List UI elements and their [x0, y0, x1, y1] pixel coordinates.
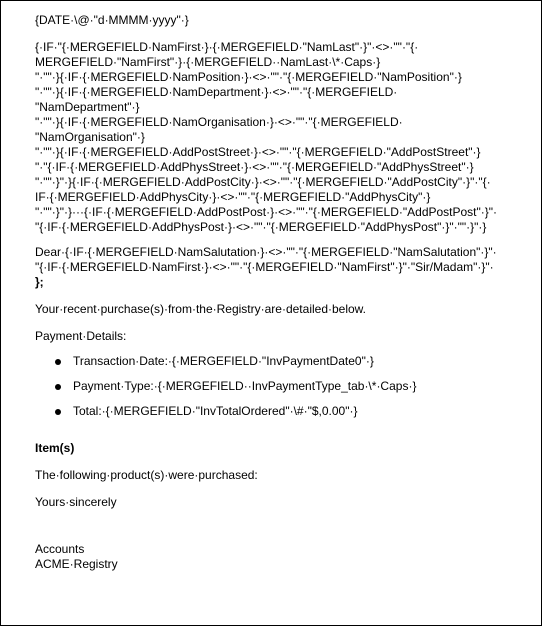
address-line: {·IF·"{·MERGEFIELD·NamFirst·}·{·MERGEFIELD·"NamLast"·}"·<>·""·"{· — [35, 40, 419, 54]
list-item[interactable] — [35, 404, 525, 419]
transaction-date-field: Transaction·Date:·{·MERGEFIELD·"InvPaymentDate0"·} — [73, 354, 374, 368]
salutation-block[interactable] — [35, 245, 525, 290]
address-line: MERGEFIELD·"NamFirst"·}·{·MERGEFIELD··NamLast·\*·Caps·} — [35, 55, 381, 69]
address-line: "·""·}"·}···{·IF·{·MERGEFIELD·AddPostPost·}·<>·""·"{·MERGEFIELD·"AddPostPost"·}"· — [35, 205, 498, 219]
payment-type-field: Payment·Type:·{·MERGEFIELD··InvPaymentType_tab·\*·Caps·} — [73, 379, 417, 393]
address-line: "NamDepartment"·} — [35, 100, 140, 114]
list-item[interactable] — [35, 354, 525, 369]
payment-details-list — [35, 354, 525, 419]
address-line: IF·{·MERGEFIELD·AddPhysCity·}·<>·""·"{·MERGEFIELD·"AddPhysCity"·} — [35, 190, 431, 204]
address-line: "·"{·IF·{·MERGEFIELD·AddPhysStreet·}·<>·""·"{·MERGEFIELD·"AddPhysStreet"·} — [35, 160, 474, 174]
address-line: "NamOrganisation"·} — [35, 130, 145, 144]
intro-paragraph: Your·recent·purchase(s)·from·the·Registry·are·detailed·below. — [35, 302, 367, 316]
signature-line: ACME·Registry — [35, 557, 118, 571]
address-line: "·""·}"·}{·IF·{·MERGEFIELD·AddPostCity·}·<>·""·"{·MERGEFIELD·"AddPostCity"·}"·"{· — [35, 175, 491, 189]
address-line: "{·IF·{·MERGEFIELD·AddPhysPost·}·<>·""·"{·MERGEFIELD·"AddPhysPost"·}"·""·}"·} — [35, 220, 487, 234]
address-block[interactable] — [35, 40, 525, 235]
date-field-code[interactable]: {DATE·\@·"d·MMMM·yyyy"·} — [35, 13, 189, 27]
signature-line: Accounts — [35, 542, 85, 556]
bullet-icon — [55, 409, 61, 415]
address-line: "·""·}{·IF·{·MERGEFIELD·NamDepartment·}·<>·""·"{·MERGEFIELD· — [35, 85, 398, 99]
address-line: "·""·}{·IF·{·MERGEFIELD·NamPosition·}·<>·""·"{·MERGEFIELD·"NamPosition"·} — [35, 70, 462, 84]
payment-details-heading: Payment·Details: — [35, 329, 127, 343]
address-line: "·""·}{·IF·{·MERGEFIELD·NamOrganisation·}·<>·""·"{·MERGEFIELD· — [35, 115, 403, 129]
closing-text: Yours·sincerely — [35, 495, 117, 509]
signature-block — [35, 542, 525, 572]
total-field: Total:·{·MERGEFIELD·"InvTotalOrdered"·\#·"$,0.00"·} — [73, 404, 358, 418]
address-line: "·""·}{·IF·{·MERGEFIELD·AddPostStreet·}·<>·""·"{·MERGEFIELD·"AddPostStreet"·} — [35, 145, 481, 159]
items-paragraph: The·following·product(s)·were·purchased: — [35, 468, 258, 482]
salutation-line: }; — [35, 275, 44, 289]
items-heading: Item(s) — [35, 441, 75, 455]
bullet-icon — [55, 384, 61, 390]
salutation-line: Dear·{·IF·{·MERGEFIELD·NamSalutation·}·<>·""·"{·MERGEFIELD·"NamSalutation"·}"· — [35, 245, 497, 259]
letter-body — [35, 13, 525, 572]
bullet-icon — [55, 359, 61, 365]
salutation-line: "{·IF·{·MERGEFIELD·NamFirst·}·<>·""·"{·MERGEFIELD·"NamFirst"·}"·"Sir/Madam"·}"· — [35, 260, 494, 274]
list-item[interactable] — [35, 379, 525, 394]
